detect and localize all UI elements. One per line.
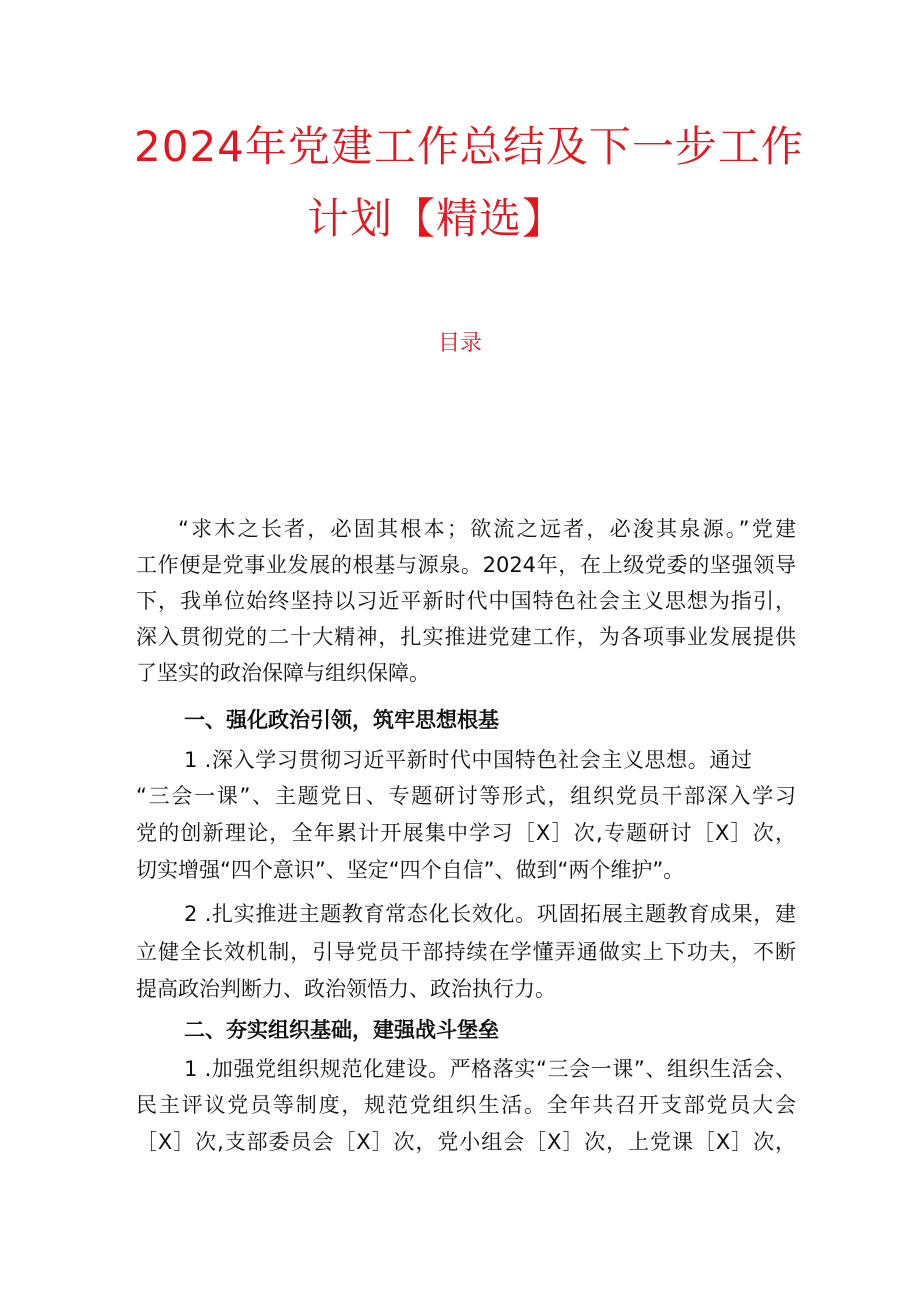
paragraph-line: “求木之长者，必固其根本；欲流之远者，必浚其泉源。”党建	[178, 517, 796, 541]
paragraph-line: 切实增强“四个意识”、坚定“四个自信”、做到“两个维护”。	[136, 858, 685, 882]
paragraph-line: 1 .加强党组织规范化建设。严格落实“三会一课”、组织生活会、	[184, 1057, 796, 1081]
document-title-line-1: 2024年党建工作总结及下一步工作	[134, 122, 804, 171]
paragraph-line: 提高政治判断力、政治领悟力、政治执行力。	[136, 977, 556, 1001]
section-heading: 二、夯实组织基础，建强战斗堡垒	[184, 1018, 499, 1042]
paragraph-line: 工作便是党事业发展的根基与源泉。2024年，在上级党委的坚强领导	[136, 553, 796, 577]
paragraph-line: 1 .深入学习贯彻习近平新时代中国特色社会主义思想。通过	[184, 748, 752, 772]
paragraph-line: 下，我单位始终坚持以习近平新时代中国特色社会主义思想为指引，	[136, 589, 796, 613]
paragraph-line: “三会一课”、主题党日、专题研讨等形式，组织党员干部深入学习	[136, 784, 796, 808]
paragraph-line: 民主评议党员等制度，规范党组织生活。全年共召开支部党员大会	[136, 1093, 796, 1117]
paragraph-line: 了坚实的政治保障与组织保障。	[136, 661, 430, 685]
section-heading: 一、强化政治引领，筑牢思想根基	[184, 708, 499, 732]
paragraph-line: 党的创新理论，全年累计开展集中学习［X］次,专题研讨［X］次，	[136, 821, 796, 845]
toc-heading: 目录	[438, 331, 483, 356]
paragraph-line: ［X］次,支部委员会［X］次，党小组会［X］次，上党课［X］次，	[136, 1130, 796, 1154]
document-title-line-2: 计划【精选】	[307, 194, 566, 243]
paragraph-line: 深入贯彻党的二十大精神，扎实推进党建工作，为各项事业发展提供	[136, 625, 796, 649]
paragraph-line: 立健全长效机制，引导党员干部持续在学懂弄通做实上下功夫，不断	[136, 940, 796, 964]
paragraph-line: 2 .扎实推进主题教育常态化长效化。巩固拓展主题教育成果，建	[184, 902, 796, 926]
